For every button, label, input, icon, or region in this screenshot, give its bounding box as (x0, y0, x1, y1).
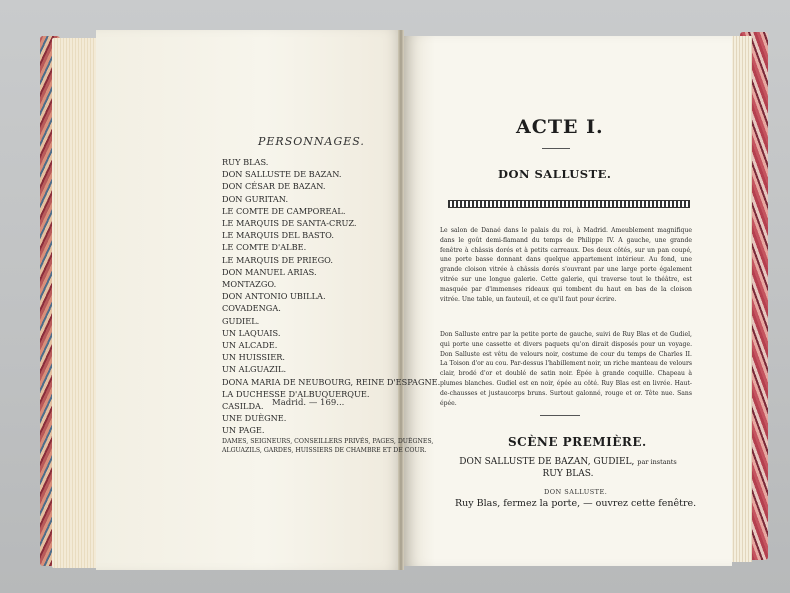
extras-line: DAMES, SEIGNEURS, CONSEILLERS PRIVÉS, PAGES, DUÈGNES, (222, 437, 434, 445)
setting-paragraph: Le salon de Danaé dans le palais du roi, à Madrid. Ameublement magnifique dans le goût demi-flamand du temps de Philippe IV. A gauche, une grande fenêtre à châssis dorés et à petits carreaux. Des deux côtés, sur un pan coupé, une porte basse donnant dans quelque appartement intérieur. Au fond, une grande cloison vitrée à châssis dorés s'ouvrant par une large porte également vitrée sur une longue galerie. Cette galerie, qui traverse tout le théâtre, est masquée par d'immenses rideaux qui tombent du haut en bas de la cloison vitrée. Une table, un fauteuil, et ce qu'il faut pour écrire. (440, 227, 692, 303)
personnages-heading: PERSONNAGES. (258, 135, 365, 148)
character-list (222, 156, 440, 455)
character-item: UN PAGE. (222, 425, 265, 436)
character-item: UN ALGUAZIL. (222, 364, 287, 375)
cast-note: par instants (637, 458, 677, 466)
character-item: UN ALCADE. (222, 340, 278, 351)
extras-line: ALGUAZILS, GARDES, HUISSIERS DE CHAMBRE ET DE COUR. (222, 446, 427, 454)
character-item: DON SALLUSTE DE BAZAN. (222, 169, 342, 180)
character-item: GUDIEL. (222, 315, 260, 326)
character-item: LA DUCHESSE D'ALBUQUERQUE. (222, 388, 370, 399)
character-item: MONTAZGO. (222, 279, 277, 290)
cast-end: RUY BLAS. (542, 469, 594, 479)
divider-rule (542, 148, 570, 149)
character-item: CASILDA. (222, 401, 264, 412)
character-item: DONA MARIA DE NEUBOURG, REINE D'ESPAGNE. (222, 376, 441, 387)
scene-title: SCÈNE PREMIÈRE. (508, 435, 647, 449)
character-item: DON ANTONIO UBILLA. (222, 291, 326, 302)
character-item: LE MARQUIS DE SANTA-CRUZ. (222, 218, 357, 229)
character-item: LE MARQUIS DEL BASTO. (222, 230, 334, 241)
ornamental-divider (448, 200, 690, 208)
character-item: COVADENGA. (222, 303, 281, 314)
divider-rule (540, 415, 580, 416)
character-item: LE MARQUIS DE PRIEGO. (222, 254, 333, 265)
entrance-paragraph: Don Salluste entre par la petite porte de gauche, suivi de Ruy Blas et de Gudiel, qui porte une cassette et divers paquets qu'on dirait disposés pour un voyage. Don Salluste est vêtu de velours noir, costume de cour du temps de Charles II. La Toison d'or au cou. Par-dessus l'habillement noir, un riche manteau de velours clair, brodé d'or et doublé de satin noir. Épée à grande coquille. Chapeau à plumes blanches. Gudiel est en noir, épée au côté. Ruy Blas est en livrée. Haut-de-chausses et justaucorps bruns. Surtout galonné, rouge et or. Tête nue. Sans épée. (440, 331, 692, 407)
character-item: UN LAQUAIS. (222, 327, 281, 338)
cast-main: DON SALLUSTE DE BAZAN, GUDIEL, (459, 457, 635, 467)
character-item: DON GURITAN. (222, 193, 289, 204)
character-item: UNE DUÈGNE. (222, 413, 287, 424)
character-item: LE COMTE DE CAMPOREAL. (222, 205, 346, 216)
character-item: RUY BLAS. (222, 157, 269, 167)
place-and-date: Madrid. — 169... (272, 398, 345, 408)
scene-cast (443, 456, 693, 480)
character-item: DON MANUEL ARIAS. (222, 266, 317, 277)
character-item: UN HUISSIER. (222, 352, 285, 363)
act-title: ACTE I. (516, 116, 604, 138)
speaker-name: DON SALLUSTE. (544, 488, 608, 496)
act-subtitle: DON SALLUSTE. (498, 167, 612, 181)
character-item: DON CÉSAR DE BAZAN. (222, 181, 326, 192)
character-item: LE COMTE D'ALBE. (222, 242, 307, 253)
dialogue-line: Ruy Blas, fermez la porte, — ouvrez cette fenêtre. (455, 498, 697, 509)
